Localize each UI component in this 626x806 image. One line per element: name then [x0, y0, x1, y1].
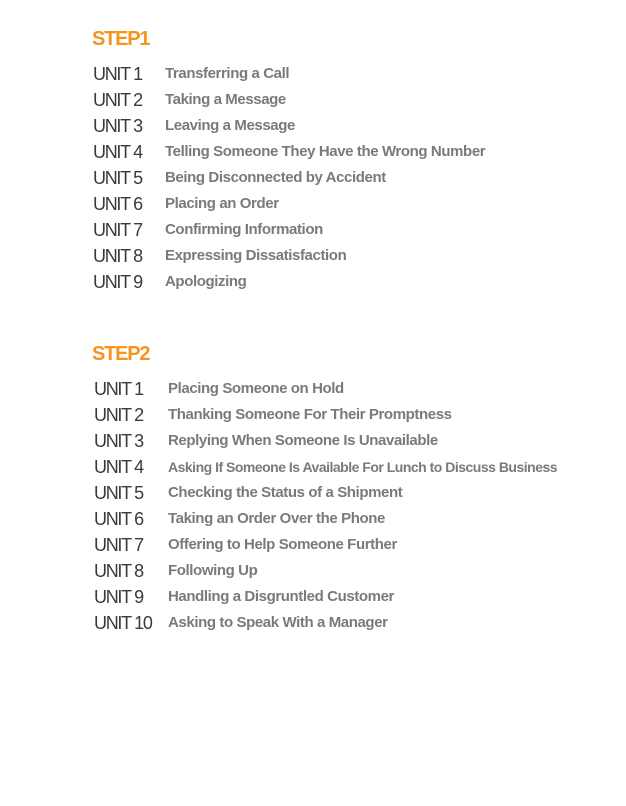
- step-1-unit-list: [0, 61, 626, 295]
- unit-number: UNIT 8: [94, 561, 143, 581]
- unit-title: Handling a Disgruntled Customer: [168, 588, 394, 605]
- list-item: [0, 558, 626, 584]
- list-item: [0, 139, 626, 165]
- list-item: [0, 61, 626, 87]
- unit-number: UNIT 3: [94, 431, 143, 451]
- unit-number: UNIT 2: [93, 90, 142, 110]
- list-item: [0, 243, 626, 269]
- unit-number: UNIT 4: [93, 142, 142, 162]
- unit-title: Apologizing: [165, 273, 247, 290]
- step-2-heading: STEP2: [92, 343, 150, 365]
- list-item: [0, 113, 626, 139]
- list-item: [0, 165, 626, 191]
- unit-number: UNIT 5: [93, 168, 142, 188]
- unit-title: Replying When Someone Is Unavailable: [168, 432, 438, 449]
- list-item: [0, 191, 626, 217]
- list-item: [0, 217, 626, 243]
- unit-title: Offering to Help Someone Further: [168, 536, 397, 553]
- list-item: [0, 610, 626, 636]
- unit-number: UNIT 6: [93, 194, 142, 214]
- unit-number: UNIT 4: [94, 457, 143, 477]
- list-item: [0, 376, 626, 402]
- list-item: [0, 428, 626, 454]
- unit-title: Asking to Speak With a Manager: [168, 614, 388, 631]
- unit-number: UNIT 5: [94, 483, 143, 503]
- list-item: [0, 506, 626, 532]
- list-item: [0, 480, 626, 506]
- unit-number: UNIT 6: [94, 509, 143, 529]
- unit-title: Transferring a Call: [165, 65, 290, 82]
- unit-title: Placing an Order: [165, 195, 279, 212]
- unit-number: UNIT 1: [93, 64, 142, 84]
- unit-title: Confirming Information: [165, 221, 323, 238]
- unit-title: Leaving a Message: [165, 117, 295, 134]
- unit-number: UNIT 3: [93, 116, 142, 136]
- unit-title: Asking If Someone Is Available For Lunch to Discuss Business: [168, 459, 558, 475]
- unit-title: Checking the Status of a Shipment: [168, 484, 403, 501]
- unit-number: UNIT 9: [94, 587, 143, 607]
- unit-title: Being Disconnected by Accident: [165, 169, 386, 186]
- list-item: [0, 87, 626, 113]
- unit-number: UNIT 10: [94, 613, 152, 633]
- list-item: [0, 402, 626, 428]
- step-2-unit-list: [0, 376, 626, 636]
- unit-number: UNIT 8: [93, 246, 142, 266]
- unit-title: Thanking Someone For Their Promptness: [168, 406, 452, 423]
- unit-number: UNIT 2: [94, 405, 143, 425]
- step-1-heading: STEP1: [92, 28, 150, 50]
- unit-number: UNIT 9: [93, 272, 142, 292]
- unit-number: UNIT 7: [93, 220, 142, 240]
- unit-title: Expressing Dissatisfaction: [165, 247, 347, 264]
- unit-title: Taking a Message: [165, 91, 286, 108]
- unit-number: UNIT 1: [94, 379, 143, 399]
- unit-number: UNIT 7: [94, 535, 143, 555]
- list-item: [0, 532, 626, 558]
- list-item: [0, 454, 626, 480]
- unit-title: Placing Someone on Hold: [168, 380, 344, 397]
- unit-title: Telling Someone They Have the Wrong Number: [165, 143, 486, 160]
- list-item: [0, 584, 626, 610]
- unit-title: Following Up: [168, 562, 258, 579]
- list-item: [0, 269, 626, 295]
- unit-title: Taking an Order Over the Phone: [168, 510, 385, 527]
